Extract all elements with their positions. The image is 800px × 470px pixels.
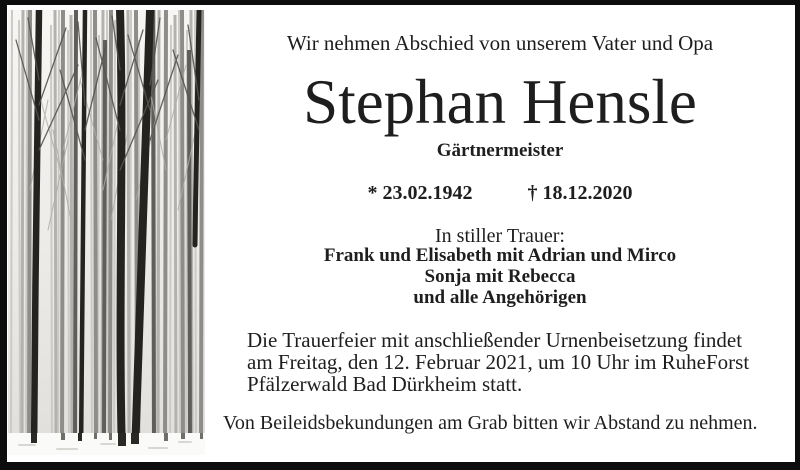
funeral-notice-line: Pfälzerwald Bad Dürkheim statt. bbox=[247, 372, 523, 396]
deceased-name: Stephan Hensle bbox=[303, 67, 697, 137]
intro-line: Wir nehmen Abschied von unserem Vater und Opa bbox=[286, 31, 714, 55]
birth-date: * 23.02.1942 bbox=[367, 182, 473, 204]
mourner-line: Sonja mit Rebecca bbox=[424, 266, 576, 287]
winter-forest-photo-icon bbox=[8, 10, 205, 455]
life-dates bbox=[205, 181, 795, 205]
condolence-note: Von Beileidsbekundungen am Grab bitten wir Abstand zu nehmen. bbox=[223, 412, 758, 434]
mourning-heading: In stiller Trauer: bbox=[435, 225, 565, 247]
mourner-line: und alle Angehörigen bbox=[413, 287, 587, 308]
mourner-line: Frank und Elisabeth mit Adrian und Mirco bbox=[323, 245, 677, 266]
mourners-list bbox=[205, 245, 795, 308]
funeral-notice-line: am Freitag, den 12. Februar 2021, um 10 Uhr im RuheForst bbox=[247, 350, 750, 374]
death-date: † 18.12.2020 bbox=[527, 182, 633, 204]
profession: Gärtnermeister bbox=[436, 140, 564, 161]
funeral-notice-line: Die Trauerfeier mit anschließender Urnenbeisetzung findet bbox=[247, 328, 743, 352]
funeral-notice bbox=[247, 329, 767, 395]
